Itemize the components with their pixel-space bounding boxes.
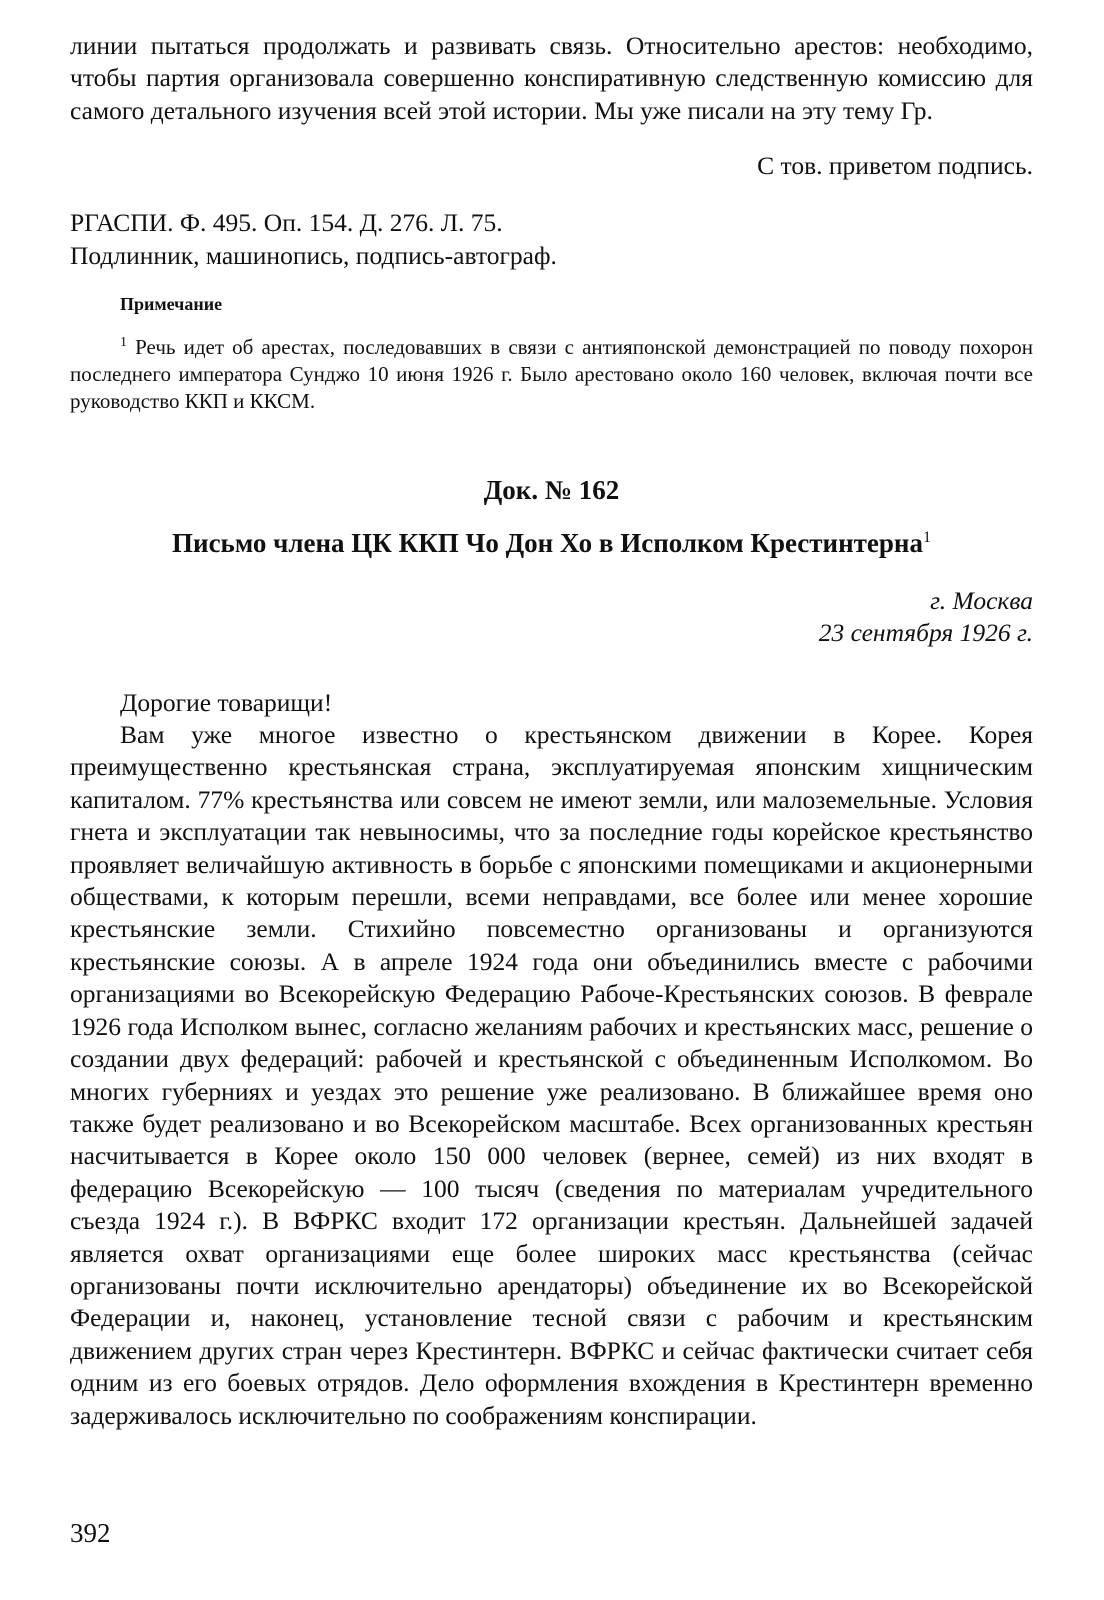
archive-ref-line1: РГАСПИ. Ф. 495. Оп. 154. Д. 276. Л. 75. — [70, 208, 503, 238]
footnote — [70, 329, 1033, 415]
document-title-text: Письмо члена ЦК ККП Чо Дон Хо в Исполком Крестинтерна — [172, 528, 923, 559]
footnote-marker: 1 — [120, 335, 127, 351]
greeting: Дорогие товарищи! — [120, 688, 333, 718]
body-paragraph: Вам уже многое известно о крестьянском движении в Корее. Корея преимущественно крестьянская страна, эксплуатируемая японским хищническим капиталом. 77% крестьянства или совсем не имеют земли, или малоземельные. Условия гнета и эксплуатации так невыносимы, что за последние годы корейское крестьянство проявляет величайшую активность в борьбе с японскими помещиками и акционерными обществами, к которым перешли, всеми неправдами, все более или менее хорошие крестьянские земли. Стихийно повсеместно организованы и организуются крестьянские союзы. А в апреле 1924 года они объединились вместе с рабочими организациями во Всекорейскую Федерацию Рабоче-Крестьянских союзов. В феврале 1926 года Исполком вынес, согласно желаниям рабочих и крестьянских масс, решение о создании двух федераций: рабочей и крестьянской с объединенным Исполкомом. Во многих губерниях и уездах это решение уже реализовано. В ближайшее время оно также будет реализовано и во Всекорейском масштабе. Всех организованных крестьян насчитывается в Корее около 150 000 человек (вернее, семей) из них входят в федерацию Всекорейскую — 100 тысяч (сведения по материалам учредительного съезда 1924 г.). В ВФРКС входит 172 организации крестьян. Дальнейшей задачей является охват организациями еще более широких масс крестьянства (сейчас организованы почти исключительно арендаторы) объединение их во Всекорейской Федерации и, наконец, установление тесной связи с рабочим и крестьянским движением других стран через Крестинтерн. ВФРКС и сейчас фактически считает себя одним из его боевых отрядов. Дело оформления вхождения в Крестинтерн временно задерживалось исключительно по соображениям конспирации. — [70, 720, 1033, 1430]
signature: С тов. приветом подпись. — [757, 151, 1033, 181]
page-number: 392 — [70, 1518, 111, 1548]
top-paragraph: линии пытаться продолжать и развивать связь. Относительно арестов: необходимо, чтобы партия организовала совершенно конспиративную следственную комиссию для самого детального изучения всей этой истории. Мы уже писали на эту тему Гр. — [70, 31, 1033, 125]
document-page — [70, 30, 1033, 1432]
document-title — [70, 528, 1033, 559]
place: г. Москва — [930, 586, 1033, 616]
title-note-marker: 1 — [922, 529, 931, 547]
document-number: Док. № 162 — [483, 475, 620, 506]
archive-ref-line2: Подлинник, машинопись, подпись-автограф. — [70, 240, 557, 270]
place-date — [70, 585, 1033, 649]
note-heading: Примечание — [120, 294, 223, 315]
footnote-text: Речь идет об арестах, последовавших в связи с антияпонской демонстрацией по поводу похорон последнего императора Сунджо 10 июня 1926 г. Было арестовано около 160 человек, включая почти все руководство ККП и ККСМ. — [70, 335, 1034, 414]
date: 23 сентября 1926 г. — [818, 618, 1033, 648]
archive-reference — [70, 207, 1033, 272]
